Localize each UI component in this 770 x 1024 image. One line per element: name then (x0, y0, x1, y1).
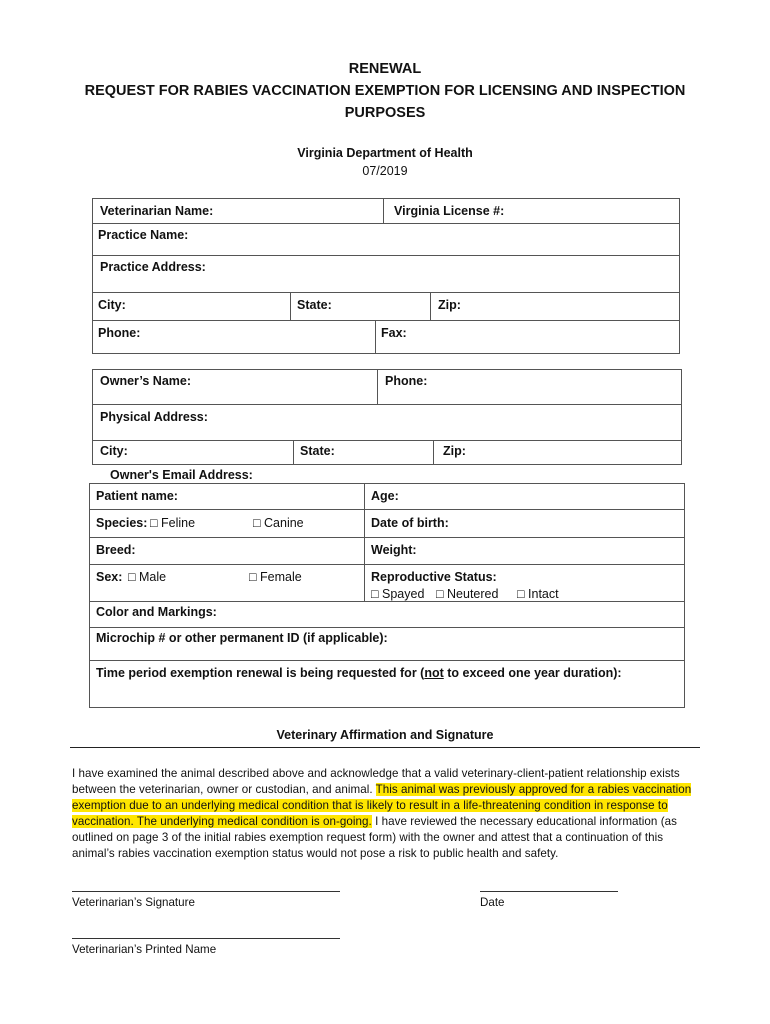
vet-city-field[interactable]: City: (98, 298, 126, 312)
vet-zip-field[interactable]: Zip: (438, 298, 461, 312)
owner-phone-field[interactable]: Phone: (385, 374, 428, 388)
time-period-text-pre: Time period exemption renewal is being requested for ( (96, 666, 425, 680)
signature-date-label: Date (480, 896, 505, 909)
affirmation-rule (70, 747, 700, 748)
affirmation-heading: Veterinary Affirmation and Signature (276, 728, 494, 742)
sex-label: Sex: (96, 570, 123, 584)
affirmation-text-3: I have reviewed the necessary educational information (as outlined on page 3 of the initial rabies exemption request form) with the owner and attest that a continuation of this animal’s rabies vaccination exemption status would not pose a risk to public health and safety. (72, 815, 677, 860)
form-title-renewal: RENEWAL (348, 61, 422, 77)
time-period-field[interactable] (96, 665, 622, 681)
spayed-checkbox[interactable]: □ Spayed (371, 587, 425, 601)
form-title-purposes: PURPOSES (344, 105, 426, 121)
form-date: 07/2019 (362, 164, 408, 178)
patient-name-field[interactable]: Patient name: (96, 489, 178, 503)
date-line[interactable] (480, 891, 618, 892)
breed-field[interactable]: Breed: (96, 543, 136, 557)
patient-age-field[interactable]: Age: (371, 489, 399, 503)
affirmation-highlighted-text: This animal was previously approved for a rabies vaccination exemption due to an underlying medical condition that is likely to result in a life-threatening condition in response to vaccination. The underlying medical condition is on-going. (72, 783, 692, 828)
vet-fax-field[interactable]: Fax: (381, 326, 407, 340)
veterinarian-name-field[interactable]: Veterinarian Name: (100, 204, 214, 218)
canine-checkbox[interactable]: □ Canine (253, 516, 304, 530)
owner-physical-address-field[interactable]: Physical Address: (100, 410, 208, 424)
weight-field[interactable]: Weight: (371, 543, 417, 557)
male-checkbox[interactable]: □ Male (128, 570, 167, 584)
owner-name-field[interactable]: Owner’s Name: (100, 374, 192, 388)
practice-address-field[interactable]: Practice Address: (100, 260, 206, 274)
species-label: Species: (96, 516, 148, 530)
intact-checkbox[interactable]: □ Intact (517, 587, 559, 601)
virginia-license-field[interactable]: Virginia License #: (394, 204, 505, 218)
time-period-text-post: to exceed one year duration): (443, 666, 622, 680)
printed-name-line[interactable] (72, 938, 340, 939)
vet-phone-field[interactable]: Phone: (98, 326, 141, 340)
signature-line[interactable] (72, 891, 340, 892)
neutered-checkbox[interactable]: □ Neutered (436, 587, 499, 601)
owner-email-field[interactable]: Owner's Email Address: (110, 468, 253, 482)
veterinarian-signature-label: Veterinarian’s Signature (72, 896, 195, 909)
time-period-text-not: not (424, 666, 444, 680)
owner-zip-field[interactable]: Zip: (443, 444, 466, 458)
color-markings-field[interactable]: Color and Markings: (96, 605, 217, 619)
female-checkbox[interactable]: □ Female (249, 570, 302, 584)
feline-checkbox[interactable]: □ Feline (150, 516, 196, 530)
microchip-field[interactable]: Microchip # or other permanent ID (if applicable): (96, 631, 388, 645)
owner-state-field[interactable]: State: (300, 444, 335, 458)
vet-state-field[interactable]: State: (297, 298, 332, 312)
date-of-birth-field[interactable]: Date of birth: (371, 516, 449, 530)
owner-city-field[interactable]: City: (100, 444, 128, 458)
veterinarian-printed-name-label: Veterinarian’s Printed Name (72, 943, 217, 956)
form-title-main: REQUEST FOR RABIES VACCINATION EXEMPTION FOR LICENSING AND INSPECTION (84, 83, 686, 99)
practice-name-field[interactable]: Practice Name: (98, 228, 189, 242)
department-name: Virginia Department of Health (297, 146, 473, 160)
affirmation-text-1: I have examined the animal described above and acknowledge that a valid veterinary-client-patient relationship exists between the veterinarian, owner or custodian, and animal. (72, 767, 680, 796)
reproductive-status-label: Reproductive Status: (371, 570, 497, 584)
affirmation-paragraph (72, 766, 702, 862)
